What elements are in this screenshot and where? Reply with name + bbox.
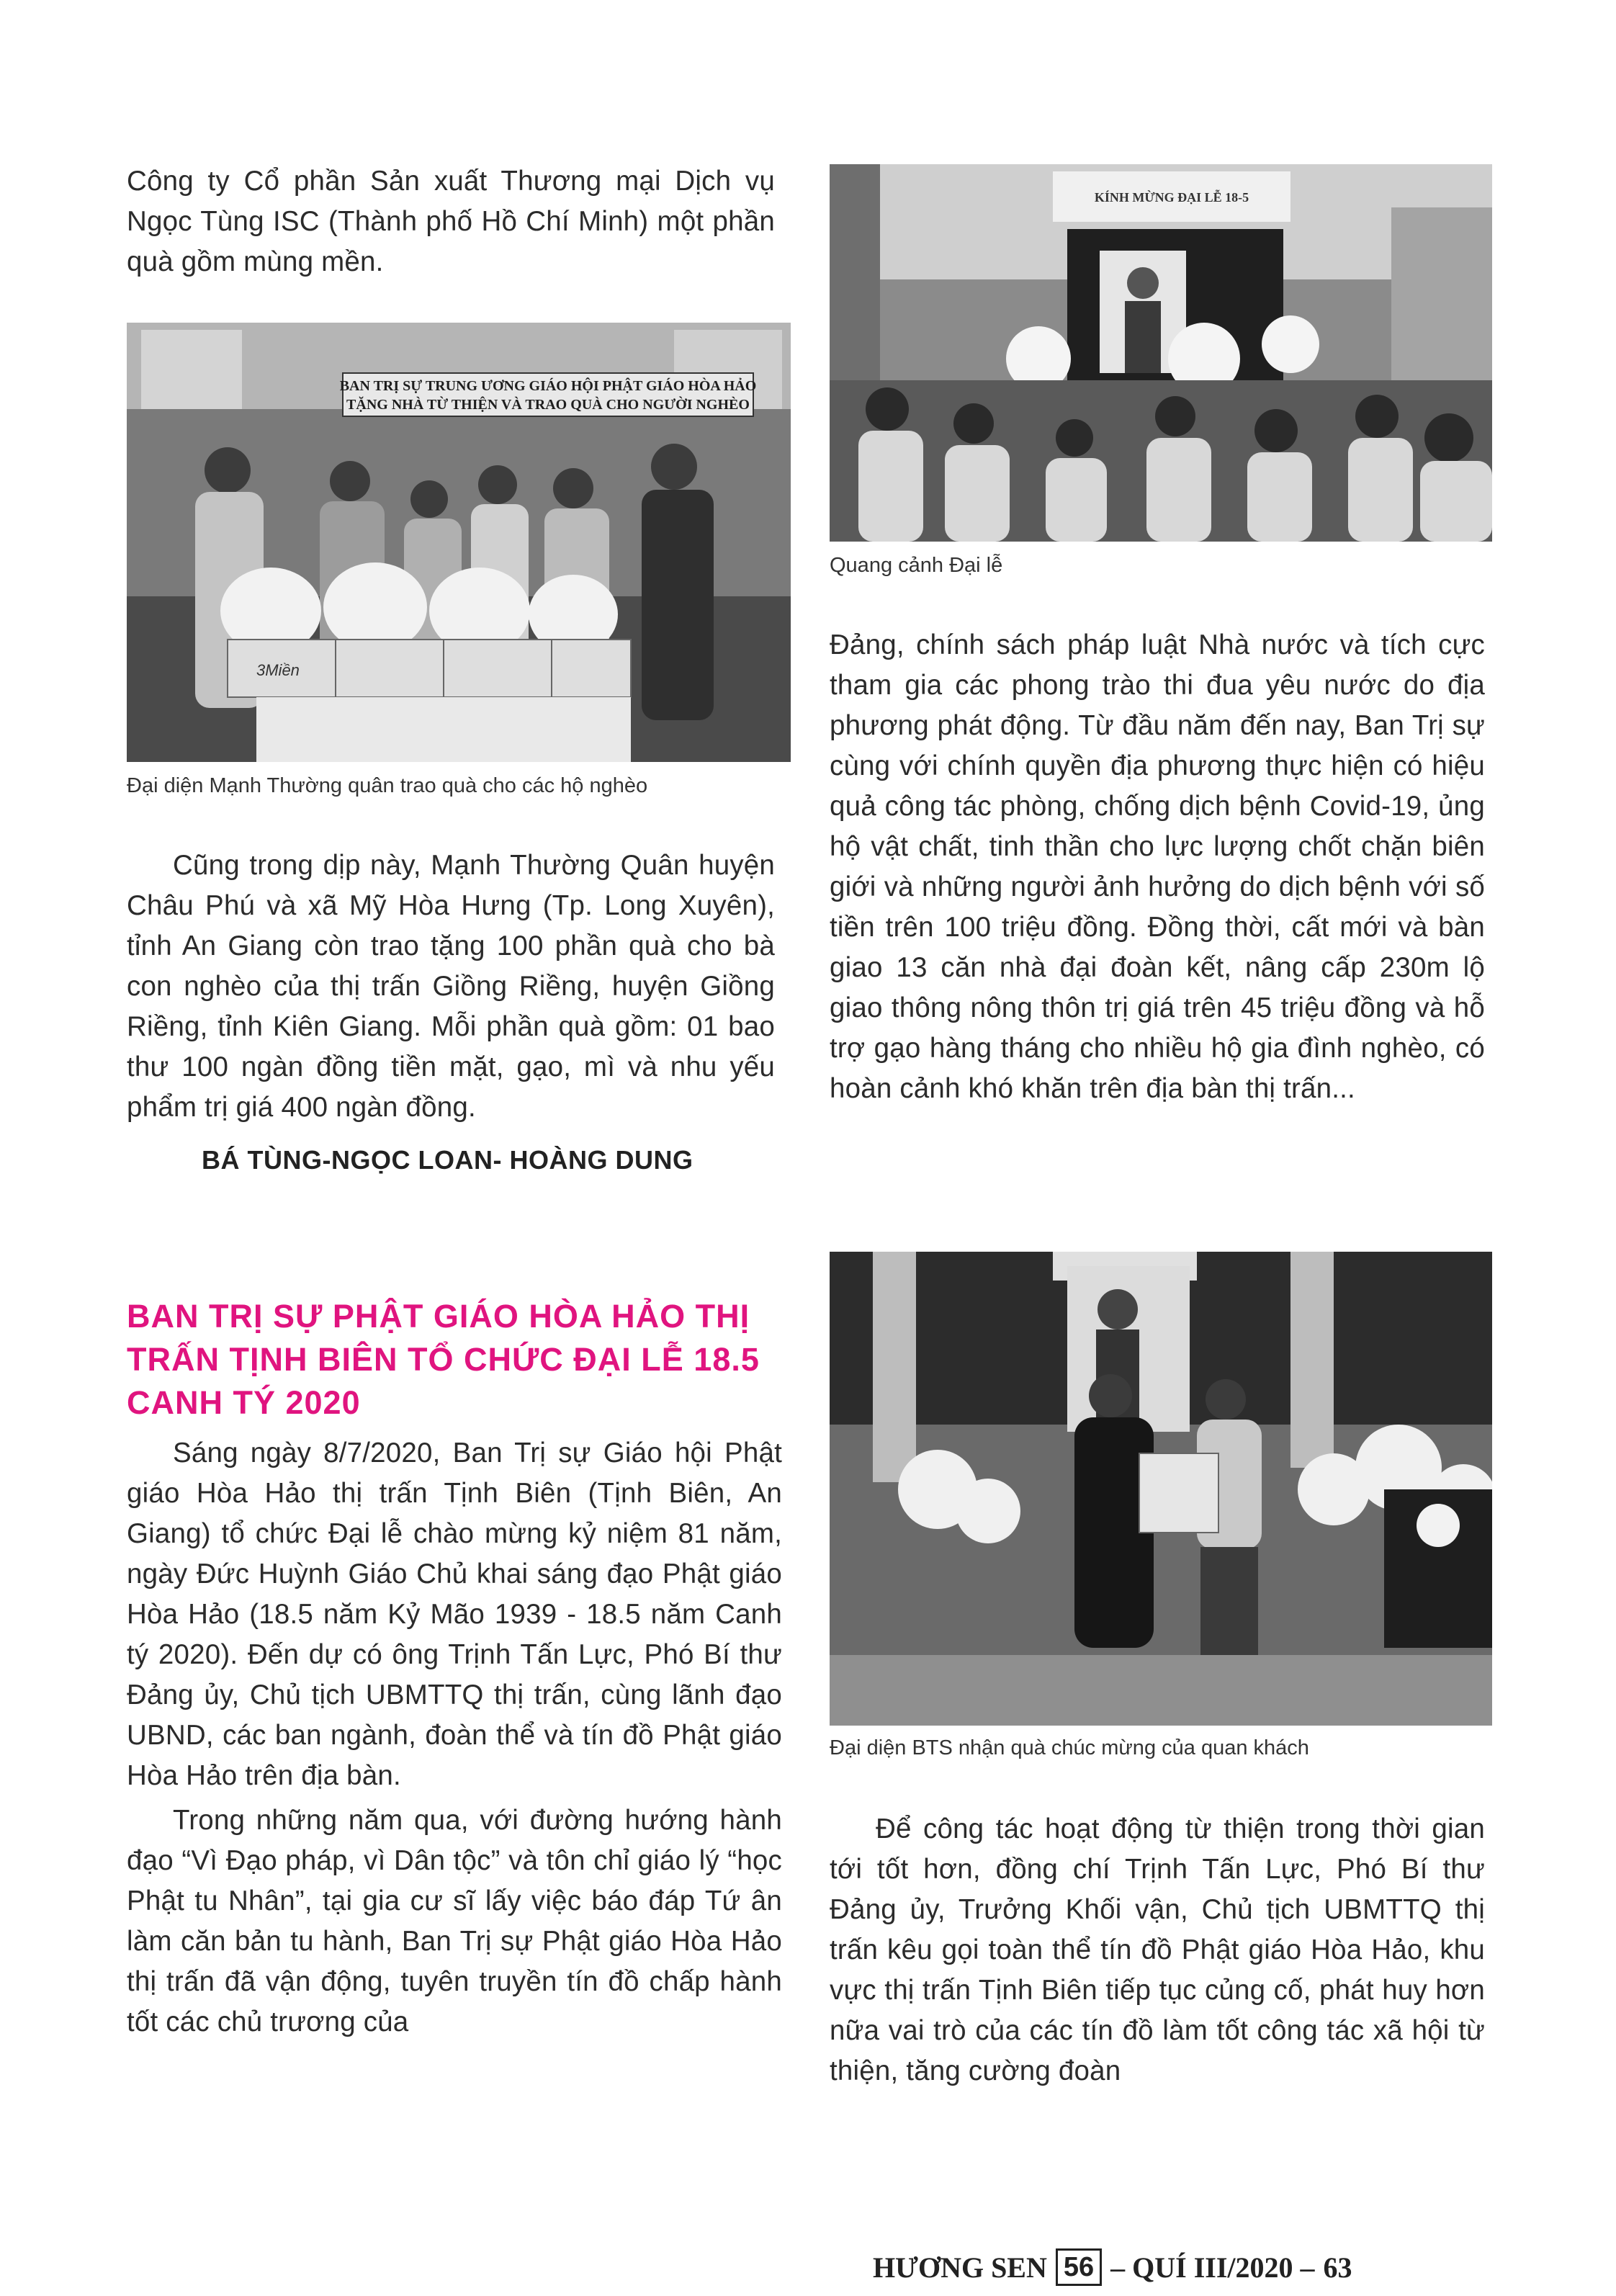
ceremony-scene-illustration	[830, 164, 1492, 542]
article-headline: BAN TRỊ SỰ PHẬT GIÁO HÒA HẢO THỊ TRẤN TỊNH BIÊN TỔ CHỨC ĐẠI LỄ 18.5 CANH TÝ 2020	[127, 1298, 760, 1421]
ceremony-scene-photo	[830, 164, 1492, 542]
closing-text-block	[830, 1809, 1485, 2091]
issue-period: – QUÍ III/2020 –	[1110, 2251, 1315, 2284]
banner-line2: TẶNG NHÀ TỪ THIỆN VÀ TRAO QUÀ CHO NGƯỜI NGHÈO	[346, 397, 750, 413]
caption-gift-receiving-photo: Đại diện BTS nhận quà chúc mừng của quan khách	[830, 1736, 1309, 1759]
page-number: 63	[1323, 2251, 1352, 2284]
mid-paragraph: Cũng trong dịp này, Mạnh Thường Quân huyện Châu Phú và xã Mỹ Hòa Hưng (Tp. Long Xuyên), tỉnh An Giang còn trao tặng 100 phần quà cho bà con nghèo của thị trấn Giồng Riềng, huyện Giồng Riềng, tỉnh Kiên Giang. Mỗi phần quà gồm: 01 bao thư 100 ngàn đồng tiền mặt, gạo, mì và nhu yếu phẩm trị giá 400 ngàn đồng.	[127, 850, 775, 1123]
charity-gift-illustration	[127, 323, 791, 762]
right-text-block	[830, 625, 1485, 1109]
gift-receiving-photo	[830, 1252, 1492, 1726]
intro-text-block	[127, 161, 775, 282]
article-paragraph-1: Sáng ngày 8/7/2020, Ban Trị sự Giáo hội Phật giáo Hòa Hảo thị trấn Tịnh Biên (Tịnh Biên, An Giang) tổ chức Đại lễ chào mừng kỷ niệm 81 năm, ngày Đức Huỳnh Giáo Chủ khai sáng đạo Phật giáo Hòa Hảo (18.5 năm Kỷ Mão 1939 - 18.5 năm Canh tý 2020). Đến dự có ông Trịnh Tấn Lực, Phó Bí thư Đảng ủy, Chủ tịch UBMTTQ thị trấn, cùng lãnh đạo UBND, các ban ngành, đoàn thể và tín đồ Phật giáo Hòa Hảo trên địa bàn.	[127, 1438, 782, 1791]
caption-gift-photo: Đại diện Mạnh Thường quân trao quà cho các hộ nghèo	[127, 774, 648, 797]
ceremony-banner: KÍNH MỪNG ĐẠI LỄ 18-5	[1094, 190, 1249, 205]
magazine-name: HƯƠNG SEN	[873, 2251, 1047, 2284]
issue-number: 56	[1056, 2248, 1102, 2286]
banner-line1: BAN TRỊ SỰ TRUNG ƯƠNG GIÁO HỘI PHẬT GIÁO HÒA HẢO	[339, 378, 757, 394]
caption-ceremony-photo: Quang cảnh Đại lễ	[830, 554, 1003, 577]
gift-box-label: 3Miền	[256, 661, 300, 679]
intro-paragraph: Công ty Cổ phần Sản xuất Thương mại Dịch vụ Ngọc Tùng ISC (Thành phố Hồ Chí Minh) một phần quà gồm mùng mền.	[127, 166, 775, 277]
middle-text-block	[127, 846, 775, 1128]
gift-receiving-illustration	[830, 1252, 1492, 1726]
page-footer	[873, 2246, 1352, 2289]
closing-paragraph: Để công tác hoạt động từ thiện trong thời gian tới tốt hơn, đồng chí Trịnh Tấn Lực, Phó Bí thư Đảng ủy, Trưởng Khối vận, Chủ tịch UBMTTQ thị trấn kêu gọi toàn thể tín đồ Phật giáo Hòa Hảo, khu vực thị trấn Tịnh Biên tiếp tục củng cố, phát huy hơn nữa vai trò của các tín đồ làm tốt công tác xã hội từ thiện, tăng cường đoàn	[830, 1813, 1485, 2086]
author-byline: BÁ TÙNG-NGỌC LOAN- HOÀNG DUNG	[202, 1145, 693, 1175]
charity-gift-photo	[127, 323, 791, 762]
right-paragraph: Đảng, chính sách pháp luật Nhà nước và tích cực tham gia các phong trào thi đua yêu nước do địa phương phát động. Từ đầu năm đến nay, Ban Trị sự cùng với chính quyền địa phương thực hiện có hiệu quả công tác phòng, chống dịch bệnh Covid-19, ủng hộ vật chất, tinh thần cho lực lượng chốt chặn biên giới và những người ảnh hưởng do dịch bệnh với số tiền trên 100 triệu đồng. Đồng thời, cất mới và bàn giao 13 căn nhà đại đoàn kết, nâng cấp 230m lộ giao thông nông thôn trị giá trên 45 triệu đồng và hỗ trợ gạo hàng tháng cho nhiều hộ gia đình nghèo, có hoàn cảnh khó khăn trên địa bàn thị trấn...	[830, 629, 1485, 1104]
article-text-block	[127, 1433, 782, 2042]
article-paragraph-2: Trong những năm qua, với đường hướng hành đạo “Vì Đạo pháp, vì Dân tộc” và tôn chỉ giáo lý “học Phật tu Nhân”, tại gia cư sĩ lấy việc báo đáp Tứ ân làm căn bản tu hành, Ban Trị sự Phật giáo Hòa Hảo thị trấn đã vận động, tuyên truyền tín đồ chấp hành tốt các chủ trương của	[127, 1805, 782, 2037]
